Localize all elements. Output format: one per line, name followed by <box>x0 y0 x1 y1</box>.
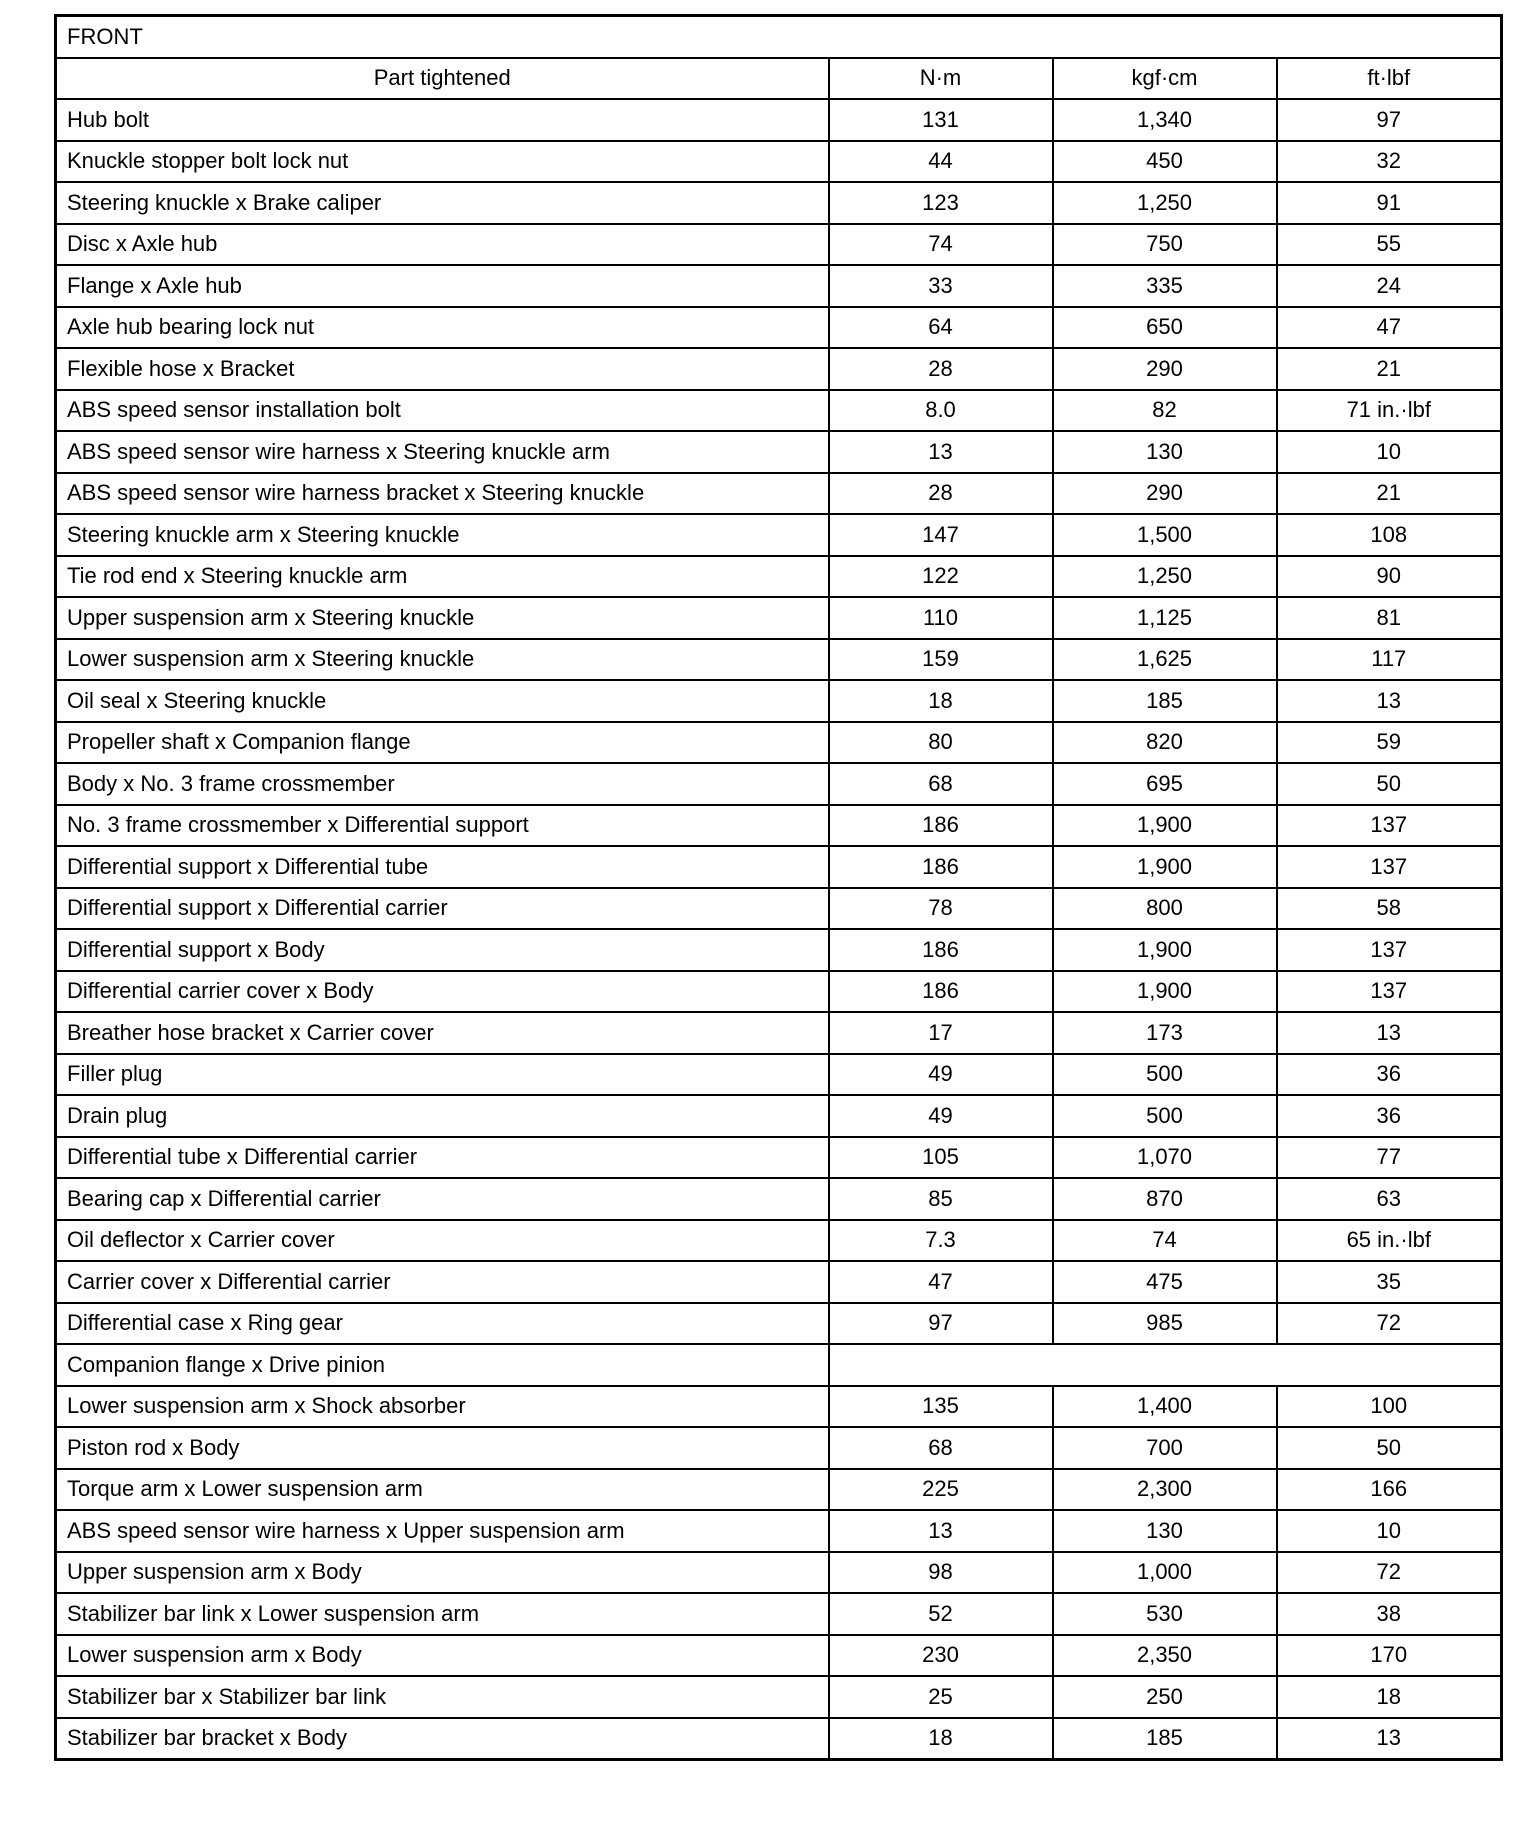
column-header-nm: N·m <box>829 58 1053 100</box>
ftlbf-value-cell: 10 <box>1277 431 1502 473</box>
ftlbf-value-cell: 13 <box>1277 1012 1502 1054</box>
part-name-cell: Hub bolt <box>56 99 829 141</box>
kgfcm-value-cell: 700 <box>1053 1427 1277 1469</box>
ftlbf-value-cell: 63 <box>1277 1178 1502 1220</box>
kgfcm-value-cell: 130 <box>1053 431 1277 473</box>
nm-value-cell: 74 <box>829 224 1053 266</box>
ftlbf-value-cell: 91 <box>1277 182 1502 224</box>
kgfcm-value-cell: 250 <box>1053 1676 1277 1718</box>
nm-value-cell: 147 <box>829 514 1053 556</box>
nm-value-cell: 186 <box>829 805 1053 847</box>
table-row <box>56 390 1502 432</box>
part-name-cell: Oil deflector x Carrier cover <box>56 1220 829 1262</box>
kgfcm-value-cell: 335 <box>1053 265 1277 307</box>
table-row <box>56 348 1502 390</box>
table-row <box>56 680 1502 722</box>
kgfcm-value-cell: 1,500 <box>1053 514 1277 556</box>
torque-spec-table <box>54 14 1503 1761</box>
part-name-cell: Body x No. 3 frame crossmember <box>56 763 829 805</box>
ftlbf-value-cell: 81 <box>1277 597 1502 639</box>
kgfcm-value-cell: 750 <box>1053 224 1277 266</box>
ftlbf-value-cell: 77 <box>1277 1137 1502 1179</box>
part-name-cell: Bearing cap x Differential carrier <box>56 1178 829 1220</box>
kgfcm-value-cell: 1,070 <box>1053 1137 1277 1179</box>
ftlbf-value-cell: 50 <box>1277 1427 1502 1469</box>
part-name-cell: Piston rod x Body <box>56 1427 829 1469</box>
nm-value-cell: 97 <box>829 1303 1053 1345</box>
part-name-cell: Carrier cover x Differential carrier <box>56 1261 829 1303</box>
kgfcm-value-cell: 2,350 <box>1053 1635 1277 1677</box>
part-name-cell: Lower suspension arm x Body <box>56 1635 829 1677</box>
ftlbf-value-cell: 72 <box>1277 1303 1502 1345</box>
kgfcm-value-cell: 1,625 <box>1053 639 1277 681</box>
part-name-cell: Flange x Axle hub <box>56 265 829 307</box>
part-name-cell: No. 3 frame crossmember x Differential support <box>56 805 829 847</box>
ftlbf-value-cell: 59 <box>1277 722 1502 764</box>
part-name-cell: ABS speed sensor wire harness x Steering knuckle arm <box>56 431 829 473</box>
nm-value-cell: 122 <box>829 556 1053 598</box>
nm-value-cell: 7.3 <box>829 1220 1053 1262</box>
ftlbf-value-cell: 137 <box>1277 929 1502 971</box>
part-name-cell: Axle hub bearing lock nut <box>56 307 829 349</box>
ftlbf-value-cell: 117 <box>1277 639 1502 681</box>
merged-value-cell <box>829 1344 1502 1386</box>
part-name-cell: ABS speed sensor installation bolt <box>56 390 829 432</box>
table-row <box>56 763 1502 805</box>
kgfcm-value-cell: 475 <box>1053 1261 1277 1303</box>
nm-value-cell: 230 <box>829 1635 1053 1677</box>
kgfcm-value-cell: 1,400 <box>1053 1386 1277 1428</box>
kgfcm-value-cell: 185 <box>1053 680 1277 722</box>
nm-value-cell: 28 <box>829 473 1053 515</box>
kgfcm-value-cell: 1,250 <box>1053 556 1277 598</box>
ftlbf-value-cell: 21 <box>1277 348 1502 390</box>
kgfcm-value-cell: 530 <box>1053 1593 1277 1635</box>
table-row <box>56 1427 1502 1469</box>
table-row <box>56 971 1502 1013</box>
kgfcm-value-cell: 500 <box>1053 1054 1277 1096</box>
ftlbf-value-cell: 35 <box>1277 1261 1502 1303</box>
nm-value-cell: 98 <box>829 1552 1053 1594</box>
kgfcm-value-cell: 1,125 <box>1053 597 1277 639</box>
nm-value-cell: 135 <box>829 1386 1053 1428</box>
table-row <box>56 888 1502 930</box>
ftlbf-value-cell: 13 <box>1277 1718 1502 1760</box>
part-name-cell: Differential support x Differential tube <box>56 846 829 888</box>
nm-value-cell: 80 <box>829 722 1053 764</box>
ftlbf-value-cell: 50 <box>1277 763 1502 805</box>
ftlbf-value-cell: 97 <box>1277 99 1502 141</box>
ftlbf-value-cell: 24 <box>1277 265 1502 307</box>
kgfcm-value-cell: 1,340 <box>1053 99 1277 141</box>
part-name-cell: Stabilizer bar link x Lower suspension arm <box>56 1593 829 1635</box>
kgfcm-value-cell: 695 <box>1053 763 1277 805</box>
ftlbf-value-cell: 10 <box>1277 1510 1502 1552</box>
ftlbf-value-cell: 58 <box>1277 888 1502 930</box>
nm-value-cell: 68 <box>829 1427 1053 1469</box>
ftlbf-value-cell: 21 <box>1277 473 1502 515</box>
kgfcm-value-cell: 800 <box>1053 888 1277 930</box>
nm-value-cell: 131 <box>829 99 1053 141</box>
ftlbf-value-cell: 38 <box>1277 1593 1502 1635</box>
ftlbf-value-cell: 72 <box>1277 1552 1502 1594</box>
table-row <box>56 1178 1502 1220</box>
table-row <box>56 141 1502 183</box>
kgfcm-value-cell: 82 <box>1053 390 1277 432</box>
ftlbf-value-cell: 90 <box>1277 556 1502 598</box>
table-row <box>56 514 1502 556</box>
table-row <box>56 182 1502 224</box>
table-row <box>56 1552 1502 1594</box>
kgfcm-value-cell: 185 <box>1053 1718 1277 1760</box>
nm-value-cell: 44 <box>829 141 1053 183</box>
table-row <box>56 597 1502 639</box>
kgfcm-value-cell: 870 <box>1053 1178 1277 1220</box>
nm-value-cell: 18 <box>829 680 1053 722</box>
part-name-cell: Differential support x Body <box>56 929 829 971</box>
nm-value-cell: 105 <box>829 1137 1053 1179</box>
part-name-cell: Lower suspension arm x Shock absorber <box>56 1386 829 1428</box>
part-name-cell: Differential support x Differential carrier <box>56 888 829 930</box>
nm-value-cell: 28 <box>829 348 1053 390</box>
ftlbf-value-cell: 108 <box>1277 514 1502 556</box>
nm-value-cell: 17 <box>829 1012 1053 1054</box>
ftlbf-value-cell: 36 <box>1277 1054 1502 1096</box>
ftlbf-value-cell: 32 <box>1277 141 1502 183</box>
table-row <box>56 473 1502 515</box>
section-row <box>56 16 1502 58</box>
nm-value-cell: 8.0 <box>829 390 1053 432</box>
column-header-part: Part tightened <box>56 58 829 100</box>
table-row <box>56 1676 1502 1718</box>
part-name-cell: ABS speed sensor wire harness bracket x Steering knuckle <box>56 473 829 515</box>
kgfcm-value-cell: 820 <box>1053 722 1277 764</box>
table-row <box>56 1054 1502 1096</box>
nm-value-cell: 52 <box>829 1593 1053 1635</box>
table-row <box>56 639 1502 681</box>
ftlbf-value-cell: 166 <box>1277 1469 1502 1511</box>
part-name-cell: Breather hose bracket x Carrier cover <box>56 1012 829 1054</box>
part-name-cell: ABS speed sensor wire harness x Upper suspension arm <box>56 1510 829 1552</box>
nm-value-cell: 85 <box>829 1178 1053 1220</box>
kgfcm-value-cell: 650 <box>1053 307 1277 349</box>
part-name-cell: Steering knuckle arm x Steering knuckle <box>56 514 829 556</box>
kgfcm-value-cell: 2,300 <box>1053 1469 1277 1511</box>
part-name-cell: Stabilizer bar x Stabilizer bar link <box>56 1676 829 1718</box>
table-row <box>56 265 1502 307</box>
kgfcm-value-cell: 1,900 <box>1053 971 1277 1013</box>
nm-value-cell: 123 <box>829 182 1053 224</box>
table-row <box>56 1303 1502 1345</box>
table-row <box>56 431 1502 473</box>
column-header-kgfcm: kgf·cm <box>1053 58 1277 100</box>
part-name-cell: Torque arm x Lower suspension arm <box>56 1469 829 1511</box>
ftlbf-value-cell: 100 <box>1277 1386 1502 1428</box>
part-name-cell: Drain plug <box>56 1095 829 1137</box>
ftlbf-value-cell: 13 <box>1277 680 1502 722</box>
nm-value-cell: 25 <box>829 1676 1053 1718</box>
table-row <box>56 1469 1502 1511</box>
nm-value-cell: 186 <box>829 929 1053 971</box>
part-name-cell: Propeller shaft x Companion flange <box>56 722 829 764</box>
nm-value-cell: 225 <box>829 1469 1053 1511</box>
nm-value-cell: 68 <box>829 763 1053 805</box>
part-name-cell: Filler plug <box>56 1054 829 1096</box>
table-row <box>56 846 1502 888</box>
part-name-cell: Disc x Axle hub <box>56 224 829 266</box>
kgfcm-value-cell: 290 <box>1053 348 1277 390</box>
table-row <box>56 307 1502 349</box>
nm-value-cell: 159 <box>829 639 1053 681</box>
nm-value-cell: 110 <box>829 597 1053 639</box>
part-name-cell: Differential case x Ring gear <box>56 1303 829 1345</box>
table-row <box>56 224 1502 266</box>
ftlbf-value-cell: 137 <box>1277 846 1502 888</box>
nm-value-cell: 49 <box>829 1054 1053 1096</box>
ftlbf-value-cell: 36 <box>1277 1095 1502 1137</box>
kgfcm-value-cell: 290 <box>1053 473 1277 515</box>
nm-value-cell: 47 <box>829 1261 1053 1303</box>
kgfcm-value-cell: 500 <box>1053 1095 1277 1137</box>
ftlbf-value-cell: 55 <box>1277 224 1502 266</box>
part-name-cell: Upper suspension arm x Steering knuckle <box>56 597 829 639</box>
table-row <box>56 929 1502 971</box>
table-row <box>56 1137 1502 1179</box>
table-row <box>56 1510 1502 1552</box>
nm-value-cell: 49 <box>829 1095 1053 1137</box>
kgfcm-value-cell: 1,900 <box>1053 846 1277 888</box>
nm-value-cell: 33 <box>829 265 1053 307</box>
part-name-cell: Knuckle stopper bolt lock nut <box>56 141 829 183</box>
nm-value-cell: 64 <box>829 307 1053 349</box>
table-row <box>56 1012 1502 1054</box>
table-body <box>56 99 1502 1760</box>
table-row <box>56 1261 1502 1303</box>
part-name-cell: Stabilizer bar bracket x Body <box>56 1718 829 1760</box>
part-name-cell: Oil seal x Steering knuckle <box>56 680 829 722</box>
table-row <box>56 722 1502 764</box>
nm-value-cell: 18 <box>829 1718 1053 1760</box>
kgfcm-value-cell: 450 <box>1053 141 1277 183</box>
nm-value-cell: 186 <box>829 971 1053 1013</box>
ftlbf-value-cell: 18 <box>1277 1676 1502 1718</box>
kgfcm-value-cell: 985 <box>1053 1303 1277 1345</box>
table-row <box>56 1095 1502 1137</box>
nm-value-cell: 78 <box>829 888 1053 930</box>
part-name-cell: Upper suspension arm x Body <box>56 1552 829 1594</box>
nm-value-cell: 13 <box>829 431 1053 473</box>
kgfcm-value-cell: 74 <box>1053 1220 1277 1262</box>
kgfcm-value-cell: 130 <box>1053 1510 1277 1552</box>
column-header-ftlbf: ft·lbf <box>1277 58 1502 100</box>
part-name-cell: Lower suspension arm x Steering knuckle <box>56 639 829 681</box>
nm-value-cell: 186 <box>829 846 1053 888</box>
nm-value-cell: 13 <box>829 1510 1053 1552</box>
ftlbf-value-cell: 137 <box>1277 971 1502 1013</box>
kgfcm-value-cell: 173 <box>1053 1012 1277 1054</box>
table-row <box>56 1635 1502 1677</box>
part-name-cell: Companion flange x Drive pinion <box>56 1344 829 1386</box>
section-label: FRONT <box>56 16 1502 58</box>
table-row <box>56 1344 1502 1386</box>
part-name-cell: Steering knuckle x Brake caliper <box>56 182 829 224</box>
table-row <box>56 1220 1502 1262</box>
table-row <box>56 99 1502 141</box>
ftlbf-value-cell: 65 in.·lbf <box>1277 1220 1502 1262</box>
part-name-cell: Flexible hose x Bracket <box>56 348 829 390</box>
part-name-cell: Differential tube x Differential carrier <box>56 1137 829 1179</box>
table-row <box>56 1718 1502 1760</box>
kgfcm-value-cell: 1,000 <box>1053 1552 1277 1594</box>
kgfcm-value-cell: 1,900 <box>1053 929 1277 971</box>
part-name-cell: Differential carrier cover x Body <box>56 971 829 1013</box>
ftlbf-value-cell: 71 in.·lbf <box>1277 390 1502 432</box>
table-row <box>56 805 1502 847</box>
part-name-cell: Tie rod end x Steering knuckle arm <box>56 556 829 598</box>
kgfcm-value-cell: 1,900 <box>1053 805 1277 847</box>
ftlbf-value-cell: 47 <box>1277 307 1502 349</box>
kgfcm-value-cell: 1,250 <box>1053 182 1277 224</box>
table-row <box>56 556 1502 598</box>
ftlbf-value-cell: 137 <box>1277 805 1502 847</box>
table-row <box>56 1593 1502 1635</box>
ftlbf-value-cell: 170 <box>1277 1635 1502 1677</box>
header-row <box>56 58 1502 100</box>
table-row <box>56 1386 1502 1428</box>
